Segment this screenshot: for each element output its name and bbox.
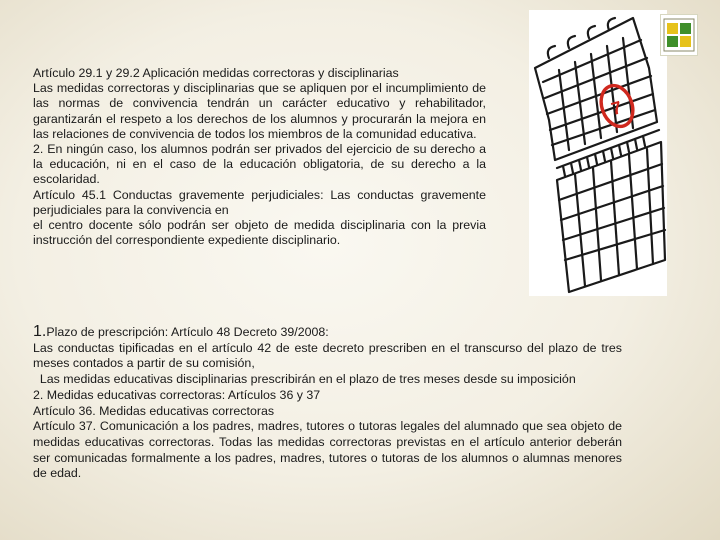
- prescription-paragraph: Las conductas tipificadas en el artículo 42 de este decreto prescriben en el transcurso del plazo de tres meses contados a partir de su comisión,: [33, 340, 622, 371]
- article-48-block: [33, 324, 622, 482]
- article-45-title: Artículo 45.1 Conductas gravemente perjudiciales: Las conductas gravemente perjudiciales para la convivencia en: [33, 187, 486, 217]
- article-29-title: Artículo 29.1 y 29.2 Aplicación medidas correctoras y disciplinarias: [33, 66, 399, 80]
- school-logo-icon: [661, 15, 697, 55]
- article-36-title: Artículo 36. Medidas educativas correctoras: [33, 403, 275, 418]
- article-29-paragraph: Las medidas correctoras y disciplinarias que se apliquen por el incumplimiento de las normas de convivencia tendrán un carácter educativo y rehabilitador, garantizarán el respeto a los derechos de los alumnos y procurarán la mejora en las relaciones de convivencia de todos los miembros de la comunidad educativa.: [33, 81, 486, 141]
- corrective-measures-title: 2. Medidas educativas correctoras: Artículos 36 y 37: [33, 387, 321, 402]
- heading-number: 1.: [33, 323, 47, 340]
- article-29-block: [33, 66, 486, 248]
- article-29-point-2: 2. En ningún caso, los alumnos podrán ser privados del ejercicio de su derecho a la educación, ni en el caso de la educación obligatoria, de su derecho a la escolaridad.: [33, 142, 486, 187]
- article-45-paragraph: el centro docente sólo podrán ser objeto de medida disciplinaria con la previa instrucción del correspondiente expediente disciplinario.: [33, 218, 486, 248]
- prescription-measures: Las medidas educativas disciplinarias prescribirán en el plazo de tres meses desde su imposición: [33, 372, 576, 387]
- svg-text:7: 7: [609, 97, 624, 120]
- school-logo: [660, 14, 698, 56]
- article-37-paragraph: Artículo 37. Comunicación a los padres, madres, tutores o tutoras legales del alumnado que sea objeto de medidas educativas correctoras. Todas las medidas correctoras previstas en el artículo anterior deberán ser comunicadas formalmente a los padres, madres, tutores o tutoras de los alumnos o alumnas menores de edad.: [33, 419, 622, 481]
- calendar-illustration: [529, 10, 667, 296]
- article-48-heading: [33, 324, 622, 341]
- calendar-illustration-icon: [529, 10, 667, 296]
- heading-text: Plazo de prescripción: Artículo 48 Decreto 39/2008:: [46, 325, 329, 339]
